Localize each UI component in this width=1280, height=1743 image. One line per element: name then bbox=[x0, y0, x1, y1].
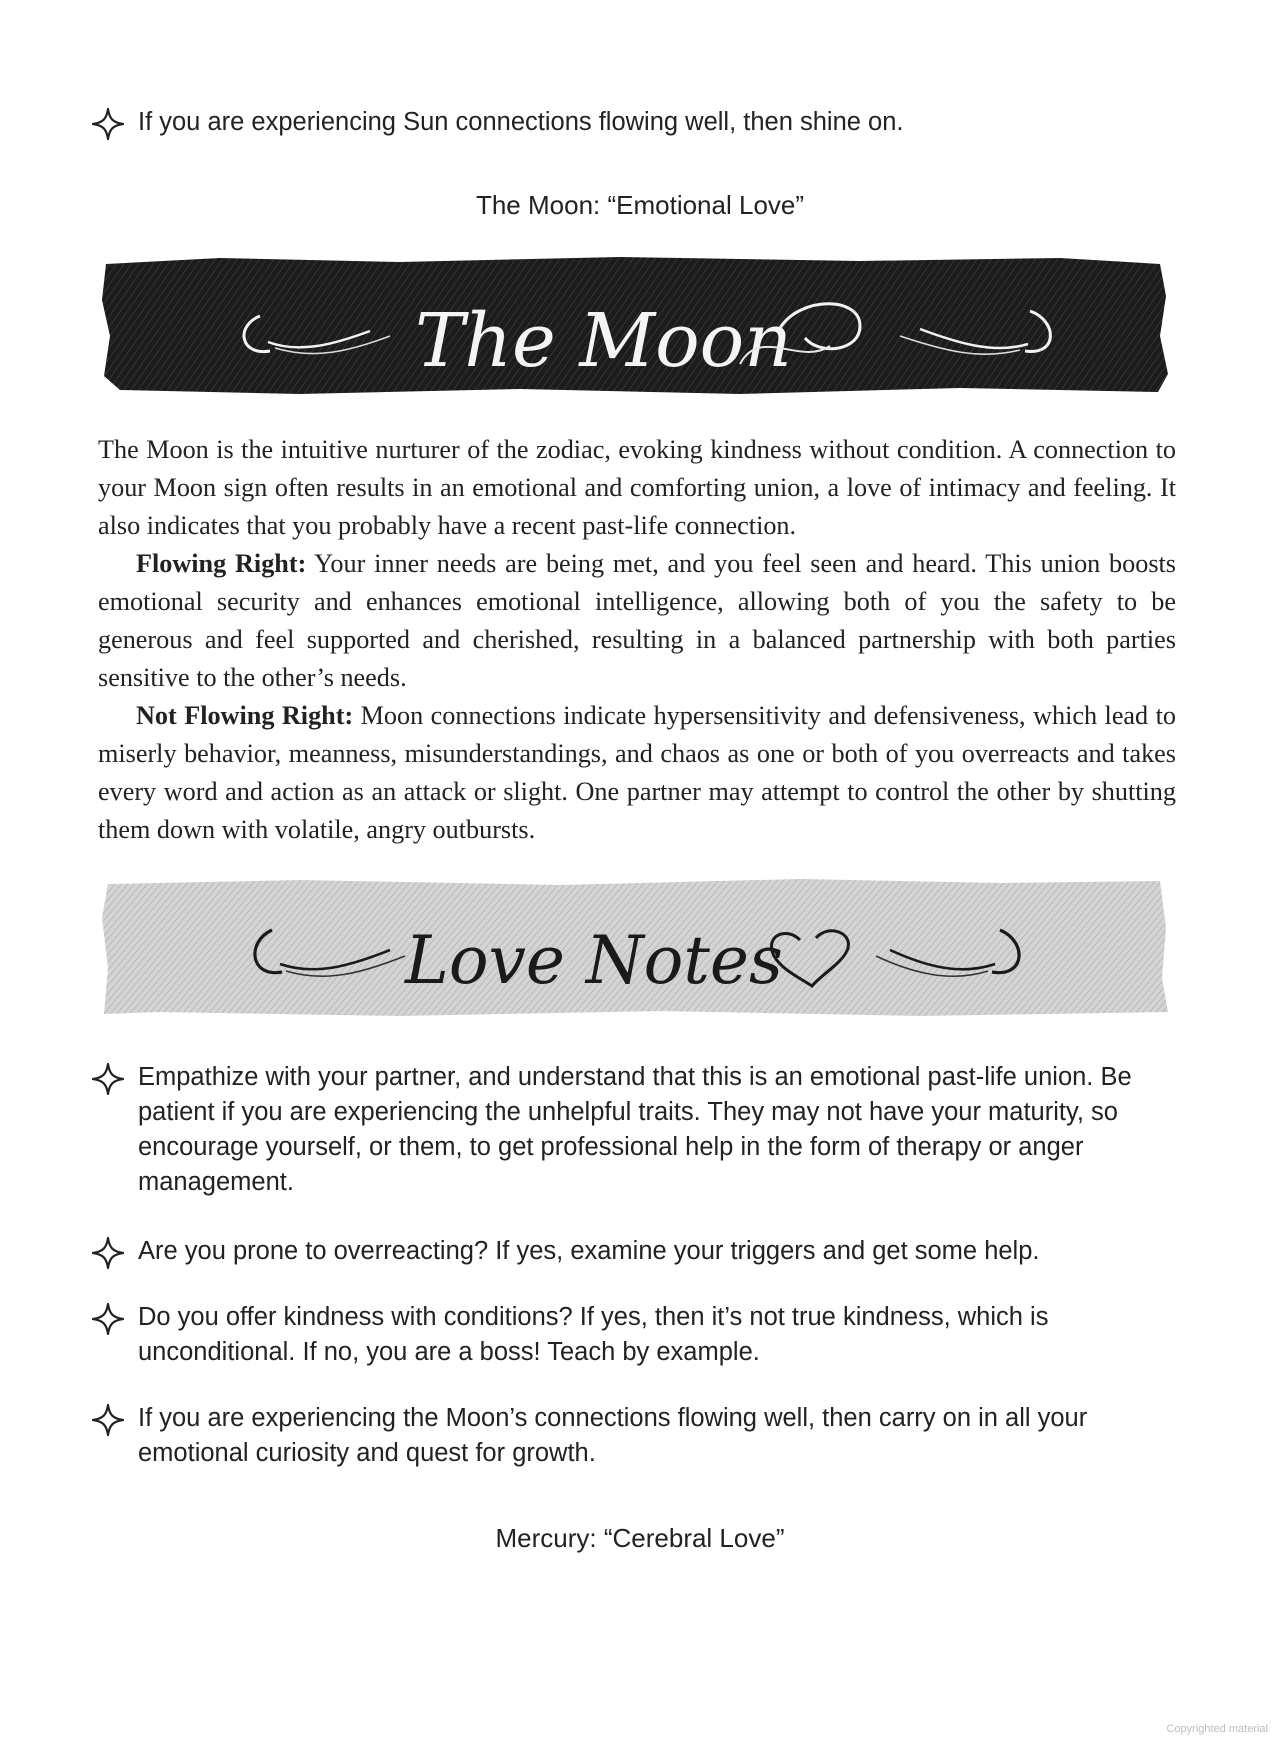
love-note-item bbox=[92, 1401, 1192, 1471]
sparkle-star-icon bbox=[92, 1404, 124, 1436]
love-note-text: Do you offer kindness with conditions? If yes, then it’s not true kindness, which is unconditional. If no, you are a boss! Teach by example. bbox=[138, 1303, 1049, 1366]
not-flowing-right-paragraph bbox=[98, 697, 1176, 849]
mercury-section-heading: Mercury: “Cerebral Love” bbox=[495, 1523, 785, 1553]
love-note-item bbox=[92, 1234, 1192, 1269]
copyright-watermark: Copyrighted material bbox=[1166, 1723, 1268, 1735]
moon-banner-image bbox=[100, 256, 1172, 396]
flowing-right-text: Your inner needs are being met, and you feel seen and heard. This union boosts emotional security and enhances emotional intelligence, allowing both of you the safety to be generous and feel supported and cherished, resulting in a balanced partnership with both parties sensitive to the other’s needs. bbox=[98, 549, 1176, 692]
moon-intro-paragraph: The Moon is the intuitive nurturer of the zodiac, evoking kindness without condition. A connection to your Moon sign often results in an emotional and comforting union, a love of intimacy and feeling. It also indicates that you probably have a recent past-life connection. bbox=[98, 435, 1176, 540]
sparkle-star-icon bbox=[92, 108, 124, 140]
love-note-text: Empathize with your partner, and understand that this is an emotional past-life union. Be patient if you are experiencing the unhelpful traits. They may not have your maturity, so encourage yourself, or them, to get professional help in the form of therapy or anger management. bbox=[138, 1063, 1132, 1196]
flowing-right-label: Flowing Right: bbox=[136, 549, 307, 578]
moon-banner-label: The Moon bbox=[415, 298, 792, 384]
flowing-right-paragraph bbox=[98, 545, 1176, 697]
love-notes-banner-label: Love Notes bbox=[405, 922, 783, 999]
love-notes-banner-image bbox=[100, 878, 1172, 1018]
sparkle-star-icon bbox=[92, 1237, 124, 1269]
not-flowing-right-label: Not Flowing Right: bbox=[136, 701, 354, 730]
love-note-text: If you are experiencing the Moon’s connections flowing well, then carry on in all your emotional curiosity and quest for growth. bbox=[138, 1404, 1088, 1467]
love-note-item bbox=[92, 1300, 1192, 1370]
sparkle-star-icon bbox=[92, 1063, 124, 1095]
bullet-sun-flowing bbox=[92, 105, 1192, 140]
bullet-text: If you are experiencing Sun connections flowing well, then shine on. bbox=[138, 108, 904, 136]
love-note-item bbox=[92, 1060, 1192, 1200]
moon-section-heading: The Moon: “Emotional Love” bbox=[475, 190, 805, 220]
not-flowing-right-text: Moon connections indicate hypersensitivity and defensiveness, which lead to miserly behavior, meanness, misunderstandings, and chaos as one or both of you overreacts and takes every word and action as an attack or slight. One partner may attempt to control the other by shutting them down with volatile, angry outbursts. bbox=[98, 701, 1176, 844]
moon-description bbox=[98, 431, 1176, 849]
sparkle-star-icon bbox=[92, 1303, 124, 1335]
love-note-text: Are you prone to overreacting? If yes, examine your triggers and get some help. bbox=[138, 1237, 1040, 1265]
